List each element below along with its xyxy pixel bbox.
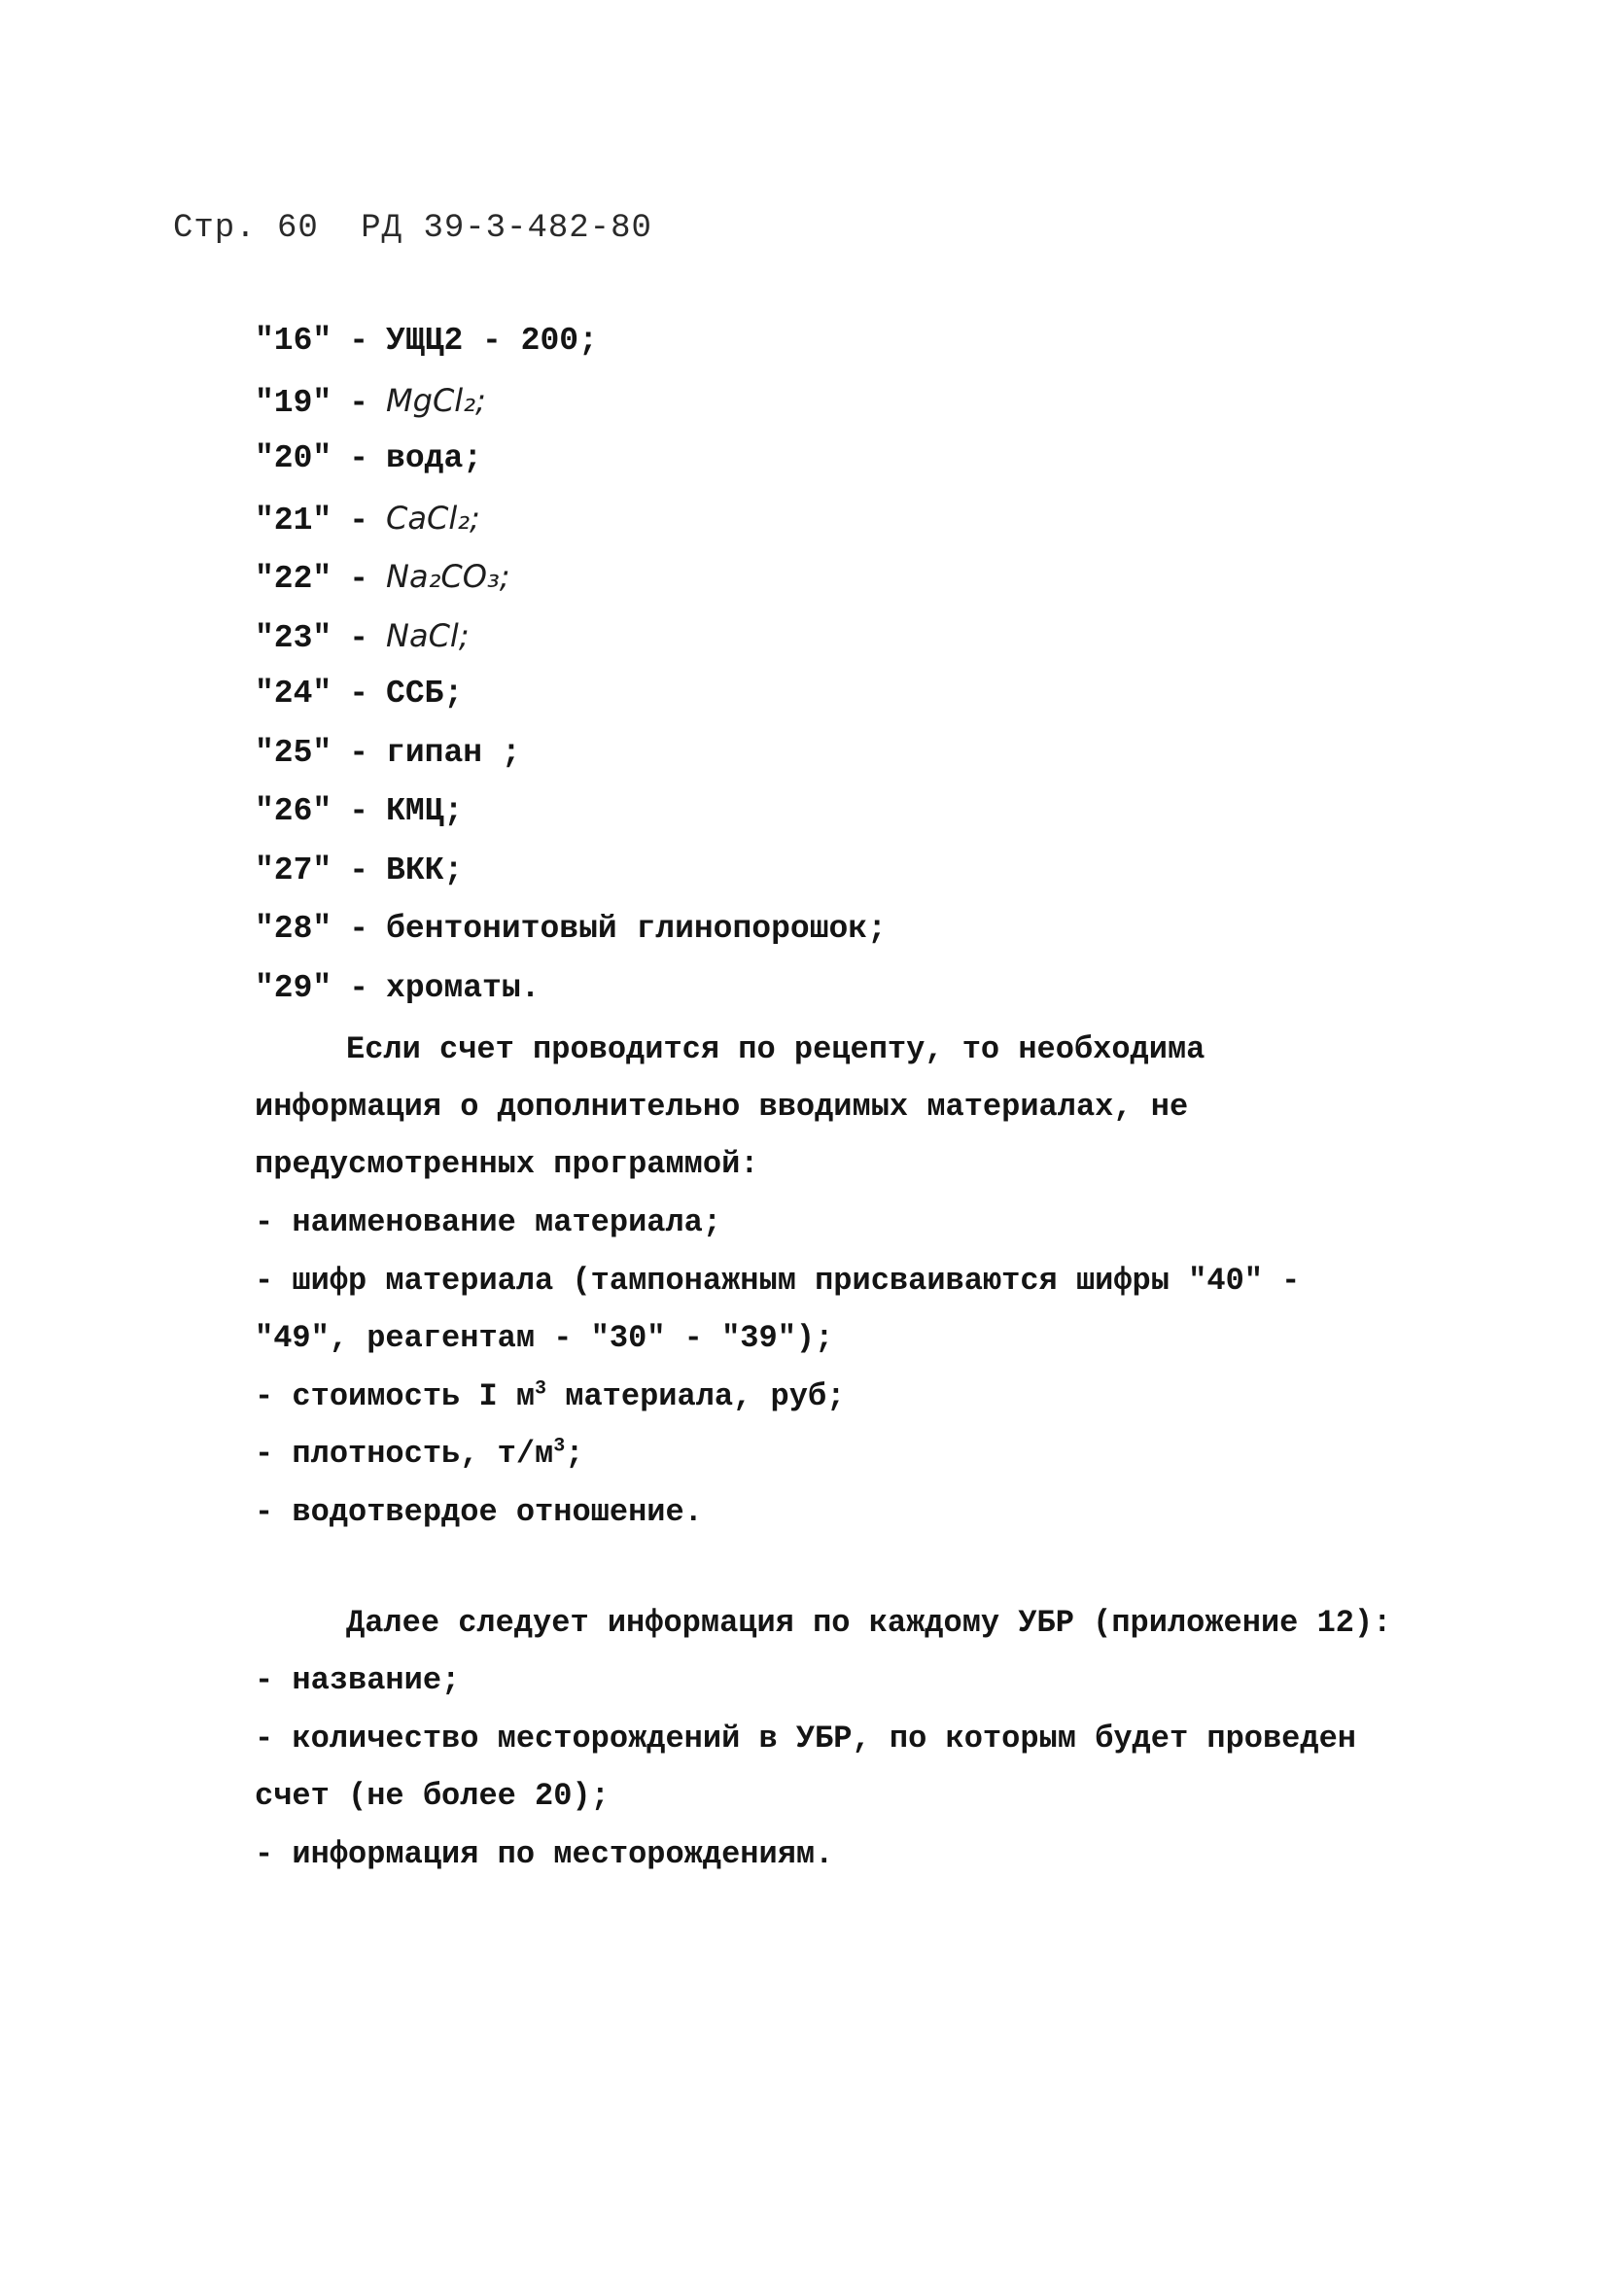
code: "25" bbox=[255, 734, 332, 771]
list-item: - наименование материала; bbox=[255, 1204, 722, 1240]
code: "22" bbox=[255, 561, 332, 597]
material-code-item bbox=[255, 787, 887, 847]
material-code-item bbox=[255, 847, 887, 906]
density-label-suffix: ; bbox=[565, 1436, 584, 1472]
material-formula: MgCl₂; bbox=[386, 381, 486, 419]
dash: - bbox=[349, 852, 369, 888]
dash: - bbox=[349, 793, 369, 829]
material-name: бентонитовый глинопорошок; bbox=[386, 911, 887, 947]
code: "29" bbox=[255, 969, 332, 1006]
dash: - bbox=[349, 911, 369, 947]
material-code-item bbox=[255, 376, 887, 435]
dash: - bbox=[349, 323, 369, 359]
cube-superscript: 3 bbox=[535, 1376, 547, 1400]
material-code-list bbox=[255, 317, 887, 1023]
code: "27" bbox=[255, 852, 332, 888]
list-item: - информация по месторождениям. bbox=[255, 1835, 834, 1872]
material-formula: Na₂CO₃; bbox=[386, 558, 510, 595]
dash: - bbox=[349, 502, 369, 539]
material-code-item bbox=[255, 494, 887, 553]
dash: - bbox=[349, 561, 369, 597]
cost-label-suffix: материала, руб; bbox=[546, 1377, 846, 1414]
material-name: вода; bbox=[386, 440, 483, 476]
page-header bbox=[173, 210, 674, 247]
list-item: - водотвердое отношение. bbox=[255, 1493, 703, 1530]
list-item bbox=[255, 1368, 1402, 1426]
dash: - bbox=[349, 440, 369, 476]
density-label: - плотность, т/м bbox=[255, 1436, 554, 1472]
code: "26" bbox=[255, 793, 332, 829]
material-name: ВКК; bbox=[386, 852, 464, 888]
material-code-item bbox=[255, 905, 887, 964]
dash: - bbox=[349, 619, 369, 656]
code: "16" bbox=[255, 323, 332, 359]
material-code-item bbox=[255, 435, 887, 494]
material-code-item bbox=[255, 317, 887, 376]
material-name: хроматы. bbox=[386, 969, 541, 1006]
code: "19" bbox=[255, 384, 332, 421]
recipe-requirements-list bbox=[255, 1194, 1402, 1541]
dash: - bbox=[349, 676, 369, 712]
dash: - bbox=[349, 384, 369, 421]
list-item: - название; bbox=[255, 1662, 461, 1698]
code: "24" bbox=[255, 676, 332, 712]
recipe-intro-text: Если счет проводится по рецепту, то необходима информация о дополнительно вводимых материалах, не предусмотренных программой: bbox=[255, 1031, 1205, 1182]
material-code-item bbox=[255, 611, 887, 671]
material-code-item bbox=[255, 670, 887, 729]
material-code-item bbox=[255, 964, 887, 1024]
code: "23" bbox=[255, 619, 332, 656]
dash: - bbox=[349, 734, 369, 771]
material-name: УЩЦ2 - 200; bbox=[386, 323, 598, 359]
material-name: КМЦ; bbox=[386, 793, 464, 829]
material-code-item bbox=[255, 729, 887, 788]
material-code-item bbox=[255, 552, 887, 611]
page-number: Стр. 60 bbox=[173, 210, 319, 247]
ubr-paragraph bbox=[255, 1594, 1402, 1652]
code: "21" bbox=[255, 502, 332, 539]
list-item: - количество месторождений в УБР, по которым будет проведен счет (не более 20); bbox=[255, 1720, 1356, 1814]
recipe-paragraph bbox=[255, 1021, 1402, 1193]
list-item: - шифр материала (тампонажным присваиваются шифры "40" - "49", реагентам - "30" - "39"); bbox=[255, 1262, 1301, 1356]
ubr-intro-text: Далее следует информация по каждому УБР (приложение 12): bbox=[346, 1605, 1392, 1641]
material-formula: NaCl; bbox=[386, 616, 470, 654]
material-name: гипан ; bbox=[386, 734, 521, 771]
ubr-requirements-list bbox=[255, 1652, 1402, 1883]
material-formula: CaCl₂; bbox=[386, 499, 480, 537]
material-name: ССБ; bbox=[386, 676, 464, 712]
cube-superscript: 3 bbox=[553, 1435, 566, 1458]
list-item bbox=[255, 1425, 1402, 1483]
dash: - bbox=[349, 969, 369, 1006]
code: "28" bbox=[255, 911, 332, 947]
document-code: РД 39-3-482-80 bbox=[361, 210, 652, 247]
code: "20" bbox=[255, 440, 332, 476]
cost-label: - стоимость I м bbox=[255, 1377, 536, 1414]
